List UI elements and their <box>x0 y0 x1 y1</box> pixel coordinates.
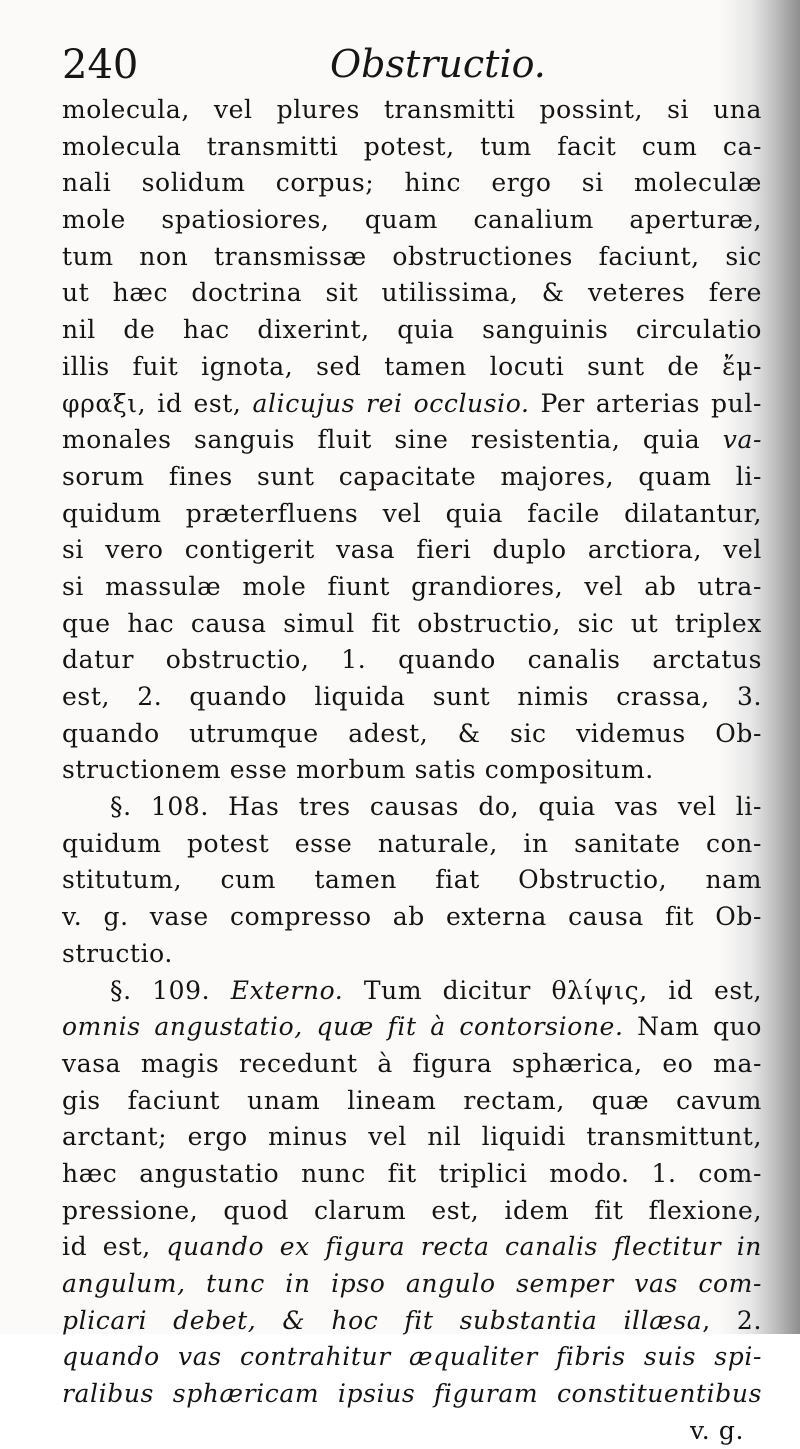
text-segment: v. g. vase compresso ab externa causa fit Ob- <box>62 902 762 932</box>
text-line <box>62 862 762 899</box>
text-segment: molecula, vel plures transmitti possint, si una <box>62 95 762 124</box>
text-line <box>62 1156 762 1193</box>
italic-segment: Externo. <box>230 975 344 1005</box>
italic-segment: quando vas contrahitur æqualiter fibris suis spi- <box>62 1342 762 1372</box>
text-segment: v. g. <box>689 1415 744 1445</box>
italic-segment: plicari debet, & hoc fit substantia illæsa <box>62 1305 703 1335</box>
text-line <box>62 496 762 533</box>
text-line <box>62 679 762 716</box>
text-line <box>62 1119 762 1156</box>
text-segment: φραξι, id est, <box>62 388 253 418</box>
text-segment: mole spatiosiores, quam canalium aperturæ, <box>62 205 762 235</box>
text-segment: pressione, quod clarum est, idem fit flexione, <box>62 1195 762 1225</box>
text-segment: ut hæc doctrina sit utilissima, & veteres fere <box>62 278 762 308</box>
text-line <box>62 826 762 863</box>
text-line <box>62 1303 762 1340</box>
text-line <box>62 642 762 679</box>
text-segment: monales sanguis fluit sine resistentia, quia <box>62 425 723 455</box>
text-line <box>62 165 762 202</box>
text-line <box>62 129 762 166</box>
text-segment: §. 108. Has tres causas do, quia vas vel li- <box>110 792 762 822</box>
text-segment: structio. <box>62 938 173 968</box>
text-line <box>62 569 762 606</box>
text-segment: illis fuit ignota, sed tamen locuti sunt de ἔμ- <box>62 351 762 381</box>
text-line <box>62 606 762 643</box>
italic-segment: alicujus rei occlusio. <box>252 388 530 418</box>
text-line <box>62 312 762 349</box>
italic-segment: quando ex figura recta canalis flectitur in <box>166 1232 762 1262</box>
text-segment: quidum præterfluens vel quia facile dilatantur, <box>62 498 762 528</box>
text-segment: si vero contigerit vasa fieri duplo arctiora, vel <box>62 535 762 565</box>
text-segment: id est, <box>62 1232 167 1262</box>
text-segment: stitutum, cum tamen fiat Obstructio, nam <box>62 865 762 895</box>
text-line <box>62 1083 762 1120</box>
text-line <box>62 899 762 936</box>
text-segment: §. 109. <box>110 975 231 1005</box>
page-number: 240 <box>62 42 139 88</box>
text-segment: tum non transmissæ obstructiones faciunt, sic <box>62 241 762 271</box>
text-line <box>62 716 762 753</box>
text-line <box>62 386 762 423</box>
italic-segment: ralibus sphæricam ipsius figuram constituentibus <box>62 1379 762 1409</box>
text-segment: quando utrumque adest, & sic videmus Ob- <box>62 718 762 748</box>
text-segment: vasa magis recedunt à figura sphærica, eo ma- <box>62 1048 762 1078</box>
text-line <box>62 1266 762 1303</box>
text-segment: nali solidum corpus; hinc ergo si moleculæ <box>62 168 762 198</box>
text-segment: Per arterias pul- <box>529 388 762 418</box>
page-header <box>62 38 722 98</box>
text-segment: Tum dicitur θλίψις, id est, <box>343 975 762 1005</box>
text-line <box>62 1046 762 1083</box>
text-line <box>62 1193 762 1230</box>
text-segment: que hac causa simul fit obstructio, sic ut triplex <box>62 608 762 638</box>
text-line <box>62 92 762 129</box>
text-segment: nil de hac dixerint, quia sanguinis circulatio <box>62 315 762 345</box>
text-segment: Nam quo <box>623 1012 763 1042</box>
text-line <box>62 1376 762 1413</box>
body-text <box>62 92 762 1449</box>
text-segment: arctant; ergo minus vel nil liquidi transmittunt, <box>62 1122 762 1152</box>
text-line <box>62 275 762 312</box>
text-segment: molecula transmitti potest, tum facit cum ca- <box>62 131 762 161</box>
text-segment: , 2. <box>702 1305 762 1335</box>
text-line <box>62 532 762 569</box>
italic-segment: angulum, tunc in ipso angulo semper vas com- <box>62 1269 762 1298</box>
text-line <box>62 202 762 239</box>
text-line <box>62 349 762 386</box>
text-line <box>62 1009 762 1046</box>
text-line <box>62 239 762 276</box>
text-segment: est, 2. quando liquida sunt nimis crassa, 3. <box>62 682 762 711</box>
text-line <box>62 936 762 973</box>
text-segment: gis faciunt unam lineam rectam, quæ cavum <box>62 1085 762 1115</box>
text-line <box>62 1339 762 1376</box>
text-segment: hæc angustatio nunc fit triplici modo. 1. com- <box>62 1158 762 1188</box>
text-line <box>62 422 762 459</box>
text-line <box>62 789 762 826</box>
text-segment: sorum fines sunt capacitate majores, quam li- <box>62 461 762 491</box>
text-segment: si massulæ mole fiunt grandiores, vel ab utra- <box>62 571 762 601</box>
text-segment: datur obstructio, 1. quando canalis arctatus <box>62 645 762 675</box>
text-line <box>62 973 762 1010</box>
text-segment: structionem esse morbum satis compositum. <box>62 755 654 785</box>
italic-segment: omnis angustatio, quæ fit à contorsione. <box>62 1012 624 1042</box>
text-line <box>62 459 762 496</box>
catchword <box>62 1413 762 1449</box>
text-line <box>62 752 762 789</box>
italic-segment: va- <box>722 425 762 455</box>
text-segment: quidum potest esse naturale, in sanitate con- <box>62 828 762 858</box>
text-line <box>62 1229 762 1266</box>
running-title: Obstructio. <box>330 42 546 86</box>
